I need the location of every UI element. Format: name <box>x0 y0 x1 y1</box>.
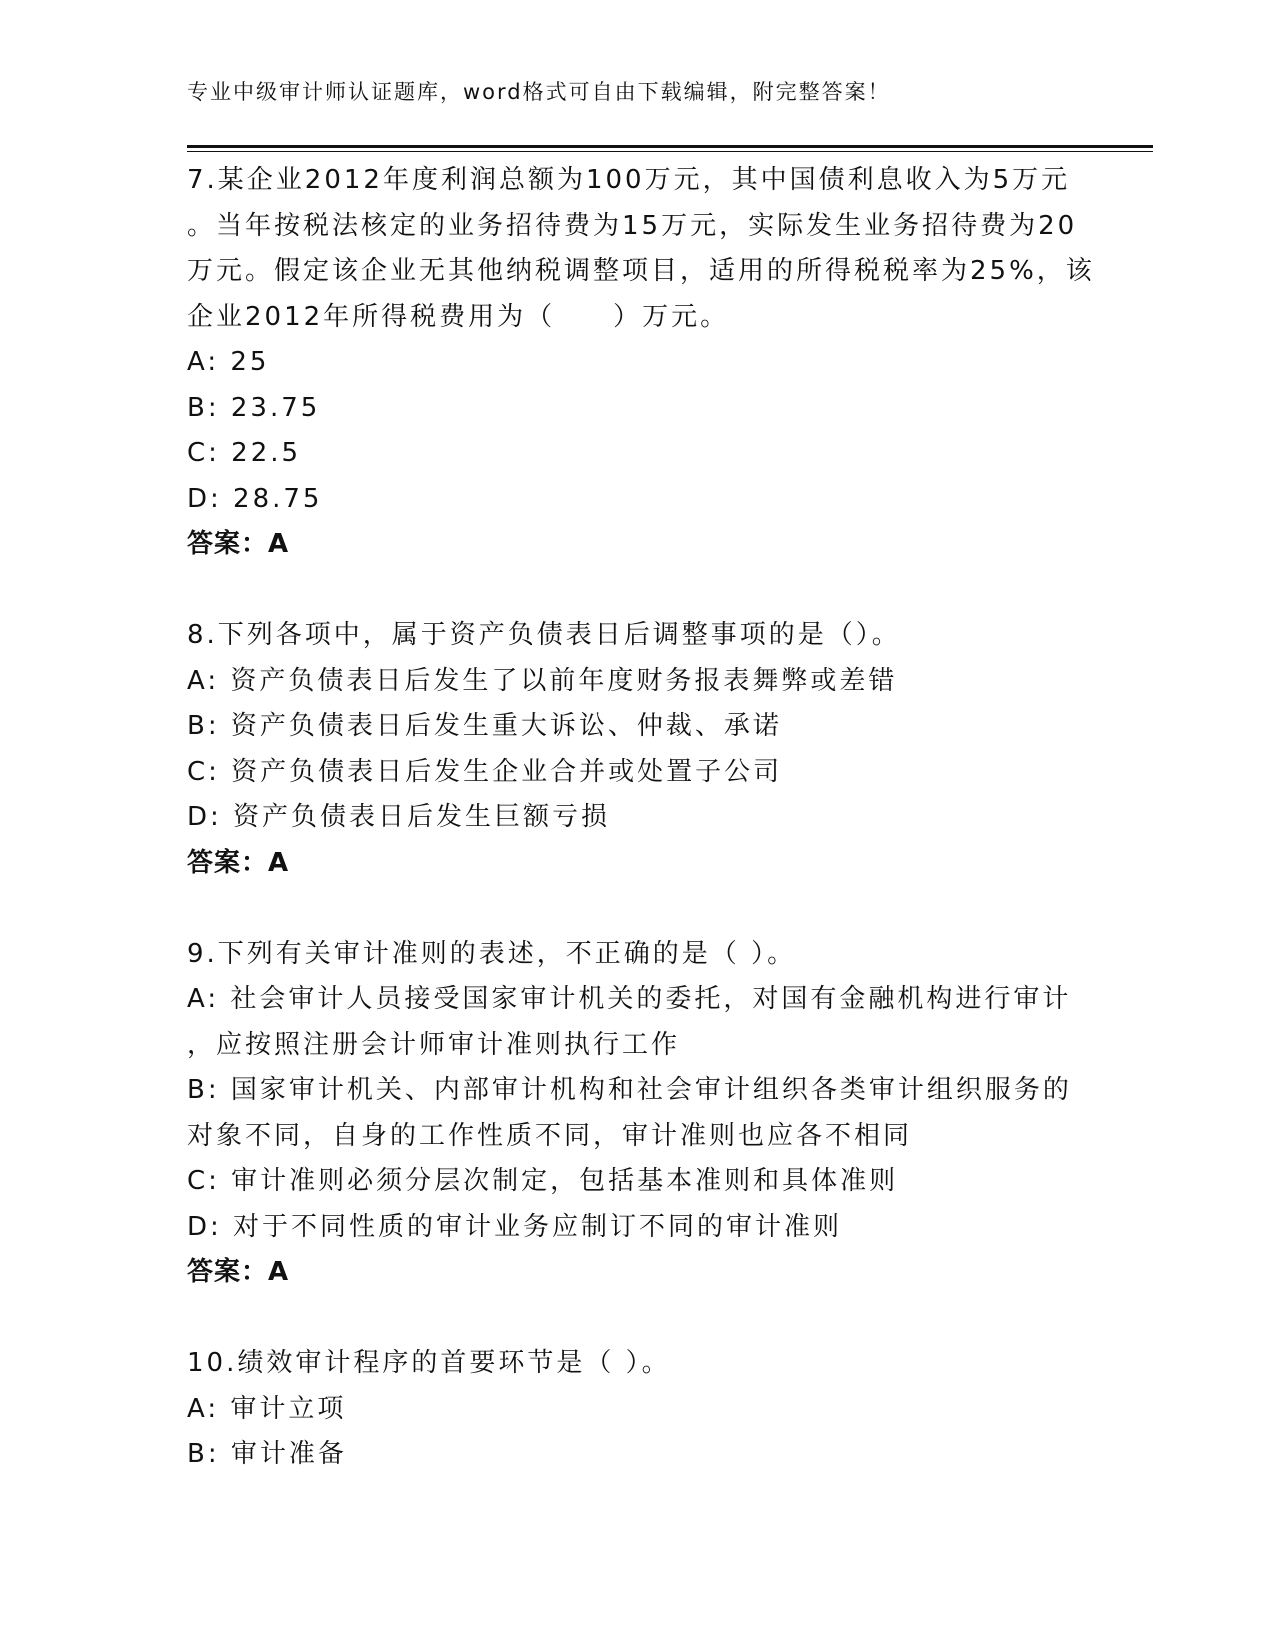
spacer <box>187 886 1087 932</box>
question-stem-line: 企业2012年所得税费用为（ ）万元。 <box>187 301 730 332</box>
question-stem-line: 万元。假定该企业无其他纳税调整项目，适用的所得税税率为25%，该 <box>187 256 1095 286</box>
question-stem-line: 8.下列各项中，属于资产负债表日后调整事项的是（）。 <box>187 620 901 650</box>
option-a: A: 社会审计人员接受国家审计机关的委托，对国有金融机构进行审计 <box>187 984 1072 1014</box>
question-stem-line: 10.绩效审计程序的首要环节是（ ）。 <box>187 1348 671 1378</box>
option-b: B: 审计准备 <box>187 1439 347 1469</box>
spacer <box>187 568 1087 614</box>
option-c: C: 资产负债表日后发生企业合并或处置子公司 <box>187 756 783 787</box>
option-d: D: 资产负债表日后发生巨额亏损 <box>187 802 611 832</box>
option-b: B: 国家审计机关、内部审计机构和社会审计组织各类审计组织服务的 <box>187 1075 1072 1105</box>
option-a-continued: ，应按照注册会计师审计准则执行工作 <box>187 1029 681 1060</box>
question-stem-line: 7.某企业2012年度利润总额为100万元，其中国债利息收入为5万元 <box>187 165 1071 195</box>
option-a: A: 资产负债表日后发生了以前年度财务报表舞弊或差错 <box>187 665 898 696</box>
question-stem-line: 。当年按税法核定的业务招待费为15万元，实际发生业务招待费为20 <box>187 210 1078 241</box>
answer-label: 答案：A <box>187 1257 290 1287</box>
answer-label: 答案：A <box>187 847 290 878</box>
option-d: D: 28.75 <box>187 483 323 514</box>
question-list <box>187 158 1095 1478</box>
option-b-continued: 对象不同，自身的工作性质不同，审计准则也应各不相同 <box>187 1120 913 1151</box>
option-a: A: 审计立项 <box>187 1393 347 1424</box>
header-rule-thick <box>187 145 1153 148</box>
option-b: B: 资产负债表日后发生重大诉讼、仲裁、承诺 <box>187 711 782 741</box>
page-header: 专业中级审计师认证题库，word格式可自由下载编辑，附完整答案！ <box>187 80 891 104</box>
option-d: D: 对于不同性质的审计业务应制订不同的审计准则 <box>187 1211 843 1242</box>
question-10 <box>187 1341 1087 1478</box>
option-c: C: 22.5 <box>187 438 302 468</box>
answer-label: 答案：A <box>187 529 290 559</box>
header-rule-thin <box>187 151 1153 152</box>
option-a: A: 25 <box>187 347 270 377</box>
option-c: C: 审计准则必须分层次制定，包括基本准则和具体准则 <box>187 1166 899 1196</box>
question-9 <box>187 932 1087 1296</box>
option-b: B: 23.75 <box>187 392 321 423</box>
spacer <box>187 1296 1087 1342</box>
question-stem-line: 9.下列有关审计准则的表述，不正确的是（ ）。 <box>187 938 797 969</box>
question-7 <box>187 158 1095 568</box>
question-8 <box>187 613 1087 886</box>
